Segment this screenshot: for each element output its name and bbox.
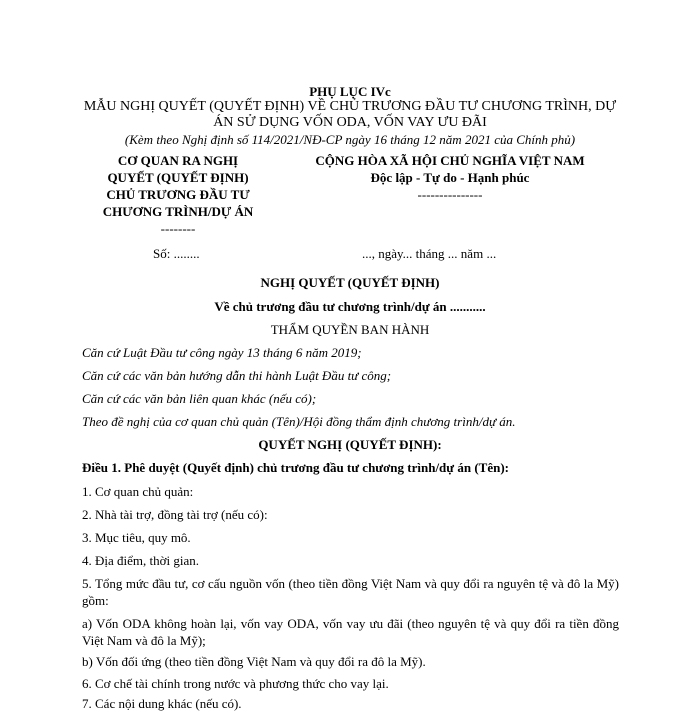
appendix-note: (Kèm theo Nghị định số 114/2021/NĐ-CP ngày 16 tháng 12 năm 2021 của Chính phủ): [124, 132, 576, 147]
decides-heading: QUYẾT NGHỊ (QUYẾT ĐỊNH):: [258, 437, 442, 452]
legal-basis-3: Căn cứ các văn bản liên quan khác (nếu có);: [82, 391, 317, 406]
legal-basis-4: Theo đề nghị của cơ quan chủ quản (Tên)/Hội đồng thẩm định chương trình/dự án.: [82, 414, 516, 429]
appendix-subtitle-line1: MẪU NGHỊ QUYẾT (QUYẾT ĐỊNH) VỀ CHỦ TRƯƠNG ĐẦU TƯ CHƯƠNG TRÌNH, DỰ: [83, 99, 617, 114]
issuer-divider: --------: [160, 221, 196, 236]
article1-item-5b: b) Vốn đối ứng (theo tiền đồng Việt Nam và quy đổi ra đô la Mỹ).: [82, 654, 426, 669]
article1-item-6: 6. Cơ chế tài chính trong nước và phương thức cho vay lại.: [82, 676, 389, 691]
issuing-authority: THẨM QUYỀN BAN HÀNH: [270, 322, 430, 337]
resolution-subject: Về chủ trương đầu tư chương trình/dự án ...........: [214, 299, 486, 314]
article1-item-3: 3. Mục tiêu, quy mô.: [82, 530, 191, 545]
issuer-line1: CƠ QUAN RA NGHỊ: [117, 153, 239, 168]
article1-item-4: 4. Địa điểm, thời gian.: [82, 553, 199, 568]
issuer-block: [88, 152, 268, 237]
document-date: ..., ngày... tháng ... năm ...: [362, 246, 497, 261]
article1-item-2: 2. Nhà tài trợ, đồng tài trợ (nếu có):: [82, 507, 268, 522]
appendix-subtitle-line2: ÁN SỬ DỤNG VỐN ODA, VỐN VAY ƯU ĐÃI: [213, 115, 487, 130]
national-divider: ---------------: [417, 187, 483, 202]
appendix-title: PHỤ LỤC IVc: [309, 84, 391, 99]
issuer-line2: QUYẾT (QUYẾT ĐỊNH): [107, 170, 249, 185]
issuer-line3: CHỦ TRƯƠNG ĐẦU TƯ: [106, 187, 250, 202]
legal-basis-2: Căn cứ các văn bản hướng dẫn thi hành Luật Đầu tư công;: [82, 368, 392, 383]
article1-item-5: 5. Tổng mức đầu tư, cơ cấu nguồn vốn (theo tiền đồng Việt Nam và quy đổi ra nguyên tệ và đô la Mỹ) gồm:: [82, 576, 619, 608]
national-block: [280, 152, 620, 203]
article1-heading: Điều 1. Phê duyệt (Quyết định) chủ trương đầu tư chương trình/dự án (Tên):: [82, 460, 509, 475]
national-motto: Độc lập - Tự do - Hạnh phúc: [370, 170, 530, 185]
national-name: CỘNG HÒA XÃ HỘI CHỦ NGHĨA VIỆT NAM: [315, 153, 585, 168]
article1-item-7: 7. Các nội dung khác (nếu có).: [82, 696, 242, 711]
article1-item-5a: a) Vốn ODA không hoàn lại, vốn vay ODA, vốn vay ưu đãi (theo nguyên tệ và quy đổi ra tiền đồng Việt Nam và đô la Mỹ);: [82, 616, 619, 648]
issuer-line4: CHƯƠNG TRÌNH/DỰ ÁN: [102, 204, 254, 219]
article1-item-1: 1. Cơ quan chủ quản:: [82, 484, 194, 499]
document-number: Số: ........: [153, 246, 200, 261]
resolution-title: NGHỊ QUYẾT (QUYẾT ĐỊNH): [260, 275, 440, 290]
legal-basis-1: Căn cứ Luật Đầu tư công ngày 13 tháng 6 năm 2019;: [82, 345, 362, 360]
